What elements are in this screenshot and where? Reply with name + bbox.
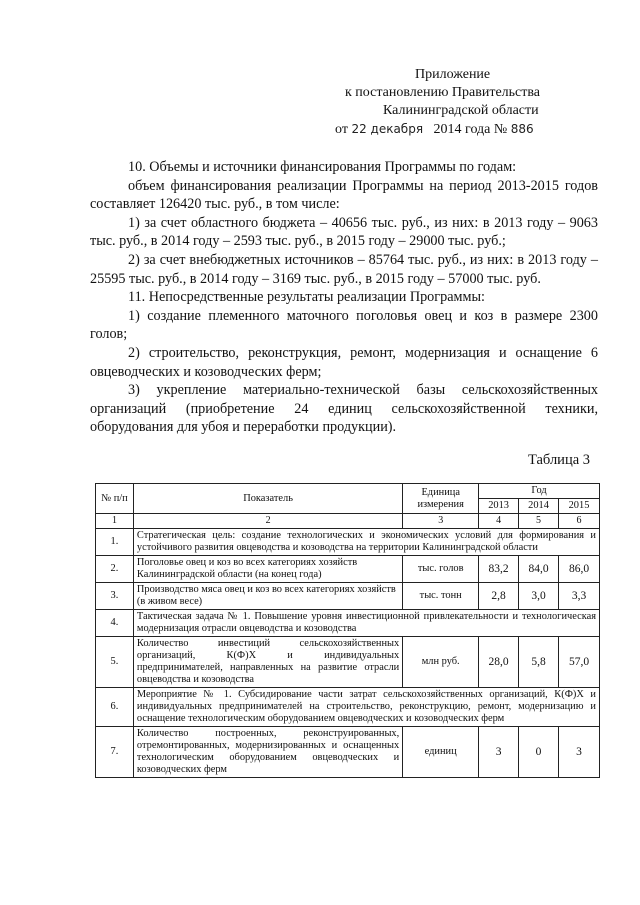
paragraph: 10. Объемы и источники финансирования Программы по годам: [128, 159, 517, 175]
handwritten-date: 22 декабря [351, 122, 424, 136]
paragraph: 1) за счет областного бюджета – 40656 тыс. руб., из них: в 2013 году – 9063 тыс. руб., в 2014 году – 2593 тыс. руб., в 2015 году – 29000 тыс. руб.; [90, 214, 598, 250]
table-row [96, 556, 600, 583]
value-2015: 57,0 [559, 637, 600, 688]
row-unit: тыс. голов [403, 556, 479, 583]
value-2013: 2,8 [479, 583, 519, 610]
appendix-header [335, 66, 540, 139]
row-number: 2. [96, 556, 134, 583]
paragraph: 2) строительство, реконструкция, ремонт, модернизация и оснащение 6 овцеводческих и козоводческих ферм; [90, 344, 598, 380]
table-label: Таблица 3 [528, 452, 591, 468]
table-row [96, 583, 600, 610]
header-2015: 2015 [559, 499, 600, 514]
header-2013: 2013 [479, 499, 519, 514]
paragraph: 3) укрепление материально-технической базы сельскохозяйственных организаций (приобретение 24 единиц сельскохозяйственной техники, оборудования для убоя и переработки продукции). [90, 382, 598, 436]
value-2013: 83,2 [479, 556, 519, 583]
row-text: Мероприятие № 1. Субсидирование части затрат сельскохозяйственных организаций, К(Ф)Х и индивидуальных предпринимателей на строительство, реконструкцию, ремонт, модернизацию и оснащение технологическим оборудованием овцеводческих и козоводческих ферм [133, 688, 599, 727]
row-number: 6. [96, 688, 134, 727]
paragraph: 11. Непосредственные результаты реализации Программы: [128, 289, 485, 306]
appendix-date-line [335, 120, 540, 139]
row-unit: единиц [403, 727, 479, 778]
header-unit: Единица измерения [403, 484, 479, 514]
appendix-region-line: Калининградской области [383, 103, 539, 118]
row-text: Производство мяса овец и коз во всех категориях хозяйств (в живом весе) [133, 583, 402, 610]
row-number: 4. [96, 610, 134, 637]
column-number: 2 [133, 514, 402, 529]
value-2013: 28,0 [479, 637, 519, 688]
appendix-title: Приложение [415, 67, 491, 82]
column-number: 6 [559, 514, 600, 529]
table-row [96, 610, 600, 637]
row-unit: тыс. тонн [403, 583, 479, 610]
header-2014: 2014 [519, 499, 559, 514]
paragraph: объем финансирования реализации Программы на период 2013-2015 годов составляет 126420 тыс. руб., в том числе: [90, 177, 598, 213]
value-2014: 3,0 [519, 583, 559, 610]
table-header-row [96, 484, 600, 499]
paragraph: 1) создание племенного маточного поголовья овец и коз в размере 2300 голов; [90, 307, 598, 343]
paragraph: 2) за счет внебюджетных источников – 85764 тыс. руб., из них: в 2013 году – 25595 тыс. руб., в 2014 году – 3169 тыс. руб., в 2015 году – 57000 тыс. руб. [90, 251, 598, 287]
row-text: Стратегическая цель: создание технологических и экономических условий для формирования и устойчивого развития овцеводства и козоводства на территории Калининградской области [133, 529, 599, 556]
value-2014: 0 [519, 727, 559, 778]
row-number: 1. [96, 529, 134, 556]
column-number: 1 [96, 514, 134, 529]
header-num: № п/п [96, 484, 134, 514]
table-row [96, 529, 600, 556]
indicators-table [95, 483, 600, 778]
handwritten-number: 886 [510, 122, 534, 136]
value-2015: 3,3 [559, 583, 600, 610]
value-2015: 3 [559, 727, 600, 778]
column-number-row [96, 514, 600, 529]
date-prefix: от [335, 122, 348, 137]
row-number: 5. [96, 637, 134, 688]
table-row [96, 727, 600, 778]
value-2014: 84,0 [519, 556, 559, 583]
table-row [96, 688, 600, 727]
value-2015: 86,0 [559, 556, 600, 583]
column-number: 5 [519, 514, 559, 529]
column-number: 4 [479, 514, 519, 529]
row-text: Тактическая задача № 1. Повышение уровня инвестиционной привлекательности и технологическая модернизация отрасли овцеводства и козоводства [133, 610, 599, 637]
year-number-label: 2014 года № [433, 122, 508, 137]
appendix-resolution-line: к постановлению Правительства [345, 85, 541, 100]
row-text: Количество построенных, реконструированных, отремонтированных, модернизированных и оснащенных технологическим оборудованием овцеводческих и козоводческих ферм [133, 727, 402, 778]
table-row [96, 637, 600, 688]
row-text: Количество инвестиций сельскохозяйственных организаций, К(Ф)Х и индивидуальных предпринимателей, направленных на развитие отрасли овцеводства и козоводства [133, 637, 402, 688]
column-number: 3 [403, 514, 479, 529]
value-2014: 5,8 [519, 637, 559, 688]
row-text: Поголовье овец и коз во всех категориях хозяйств Калининградской области (на конец года) [133, 556, 402, 583]
row-unit: млн руб. [403, 637, 479, 688]
header-indicator: Показатель [133, 484, 402, 514]
row-number: 3. [96, 583, 134, 610]
body-text [90, 158, 598, 437]
value-2013: 3 [479, 727, 519, 778]
row-number: 7. [96, 727, 134, 778]
header-year: Год [479, 484, 600, 499]
